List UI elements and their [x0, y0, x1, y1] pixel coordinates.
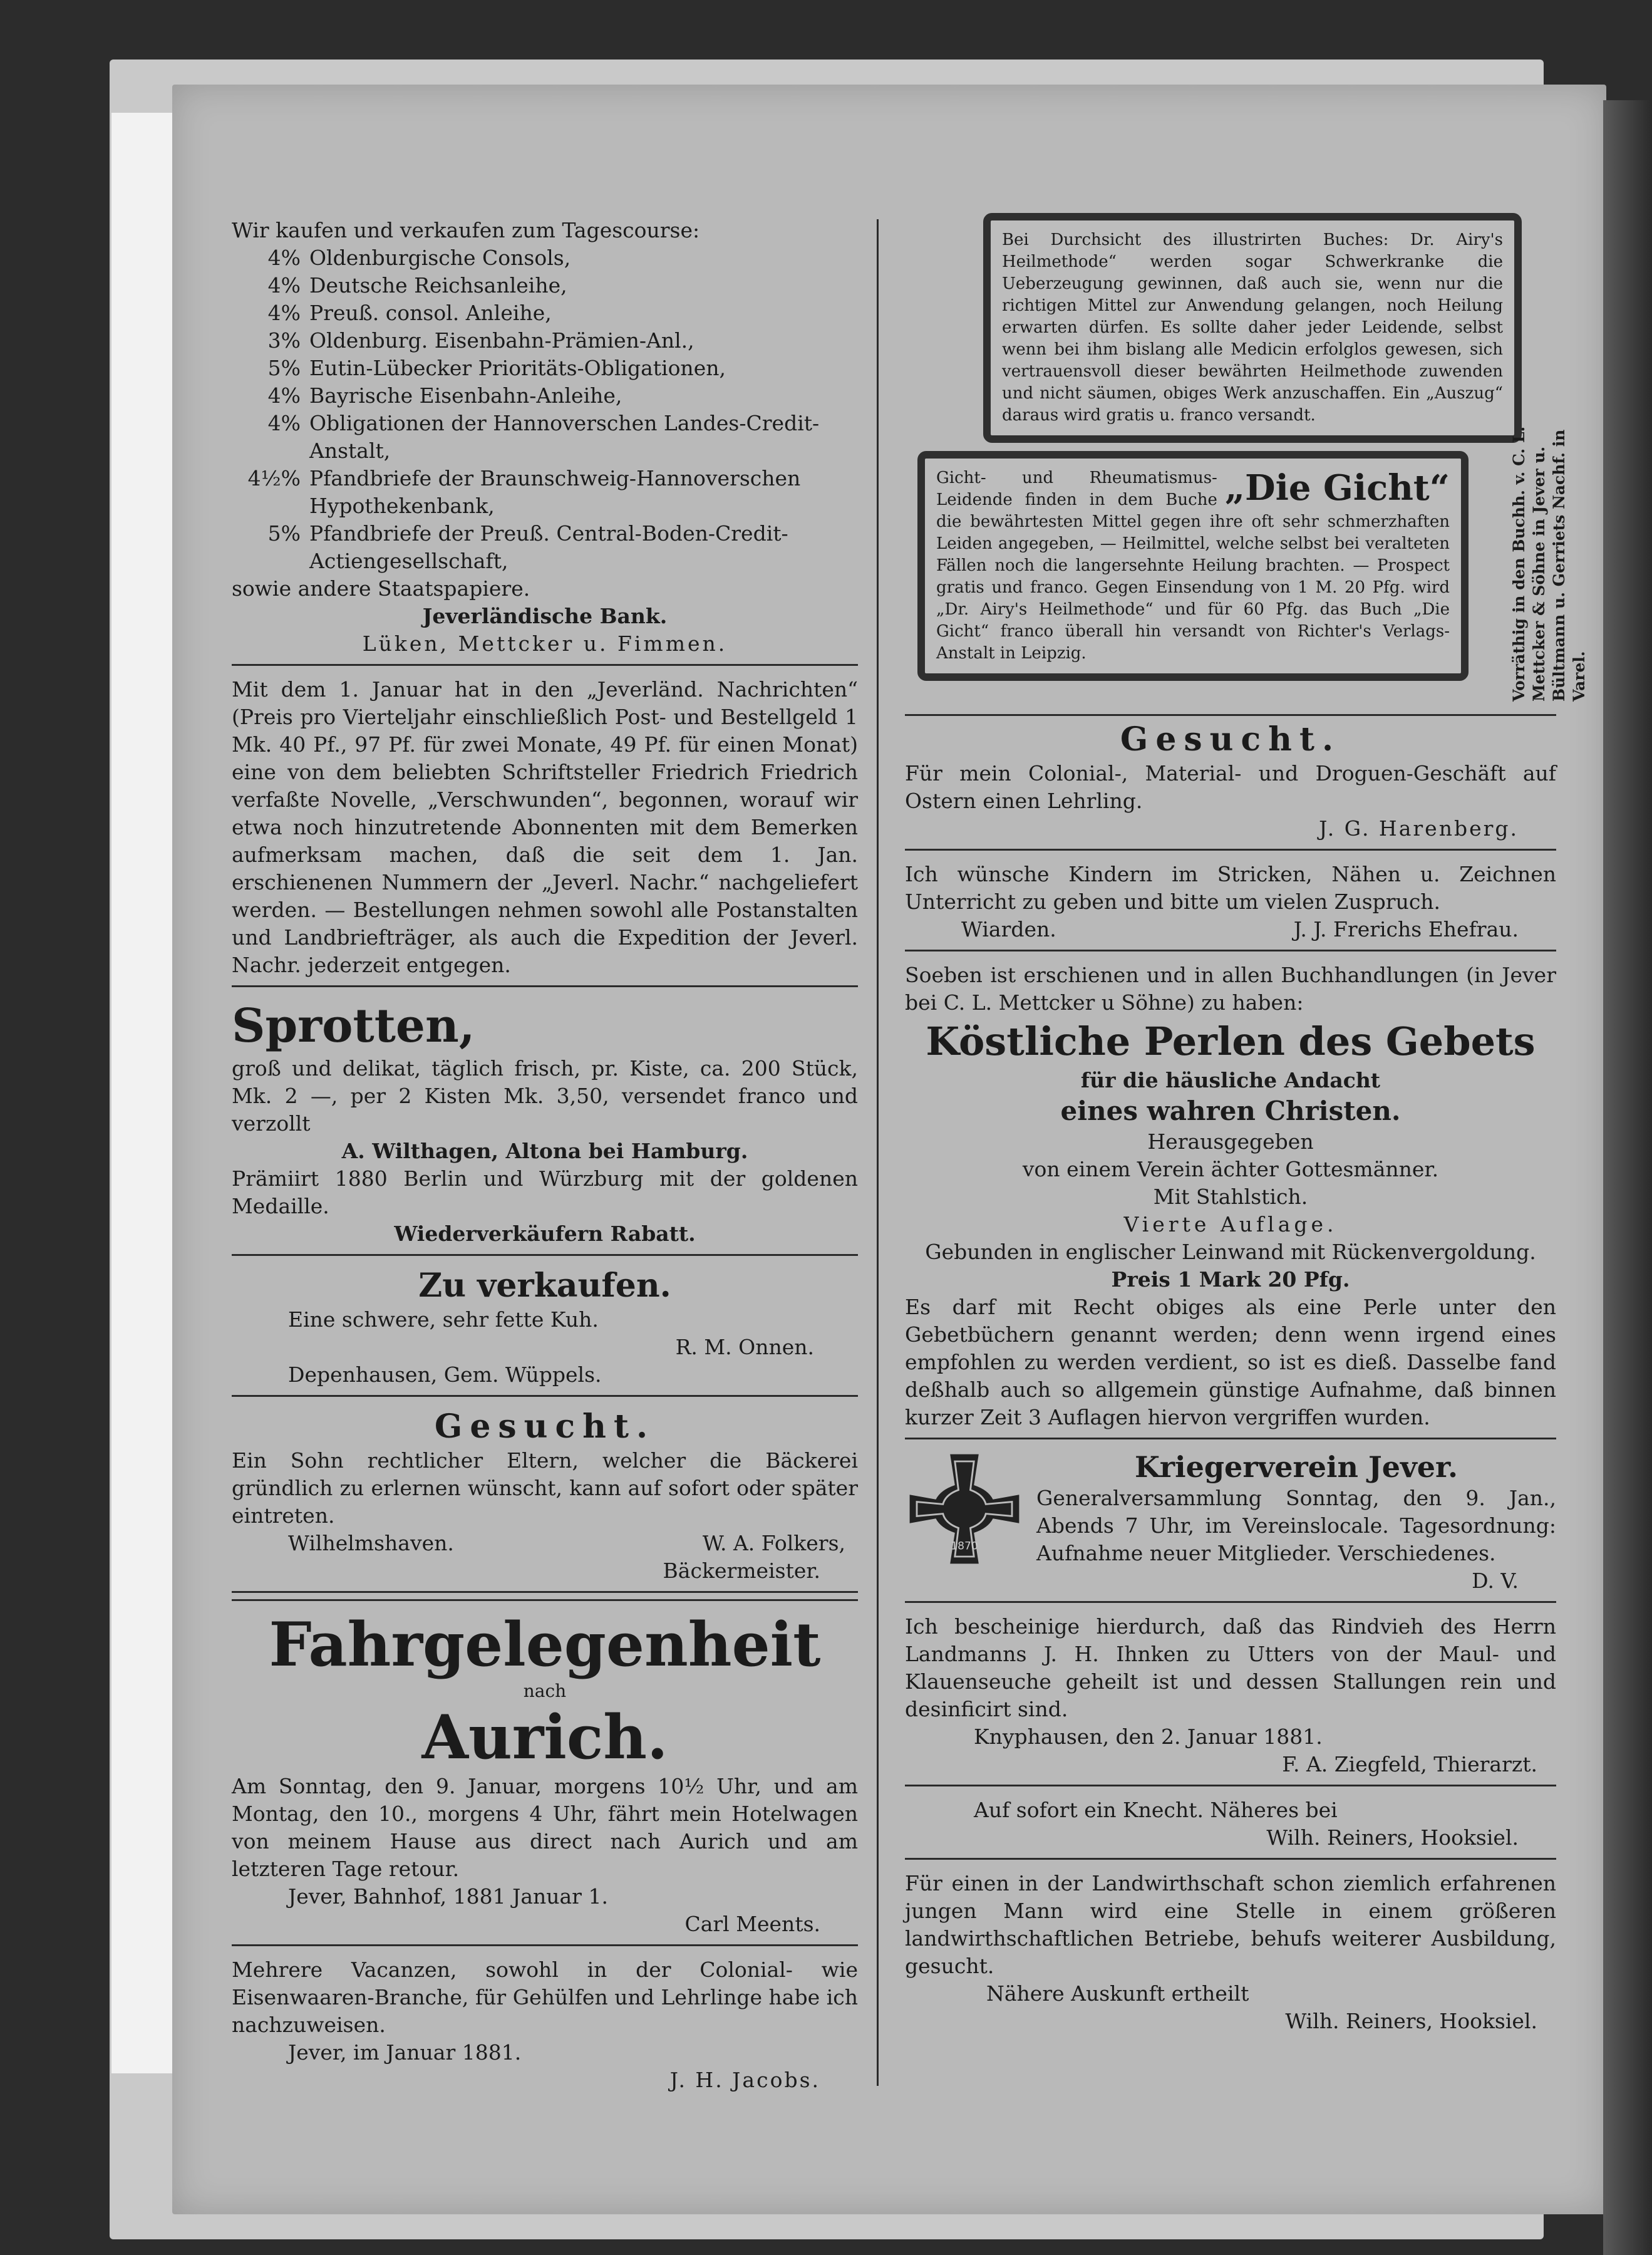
rate-row — [232, 520, 858, 575]
rindvieh-signer: F. A. Ziegfeld, Thierarzt. — [1282, 1752, 1537, 1776]
unterricht-text: Ich wünsche Kindern im Stricken, Nähen u. Zeichnen Unterricht zu geben und bitte um vielen Zuspruch. — [905, 862, 1556, 914]
landwirtschaft-text: Für einen in der Landwirthschaft schon ziemlich erfahrenen jungen Mann wird eine Stelle in einem größeren landwirthschaftlichen Betriebe, behufs weiterer Ausbildung, gesucht. — [905, 1871, 1556, 1978]
rate-percent: 4% — [267, 411, 301, 435]
perlen-text: Es darf mit Recht obiges als eine Perle unter den Gebetbüchern genannt werden; denn wenn irgend eines empfohlen zu werden verdient, so ist es dieß. Dasselbe fand deßhalb auch so allgemein günstige Aufnahme, daß binnen kurzer Zeit 3 Auflagen hiervon vergriffen wurden. — [905, 1295, 1556, 1429]
gicht-box-text: Gicht- und Rheumatismus-Leidende finden in dem Buche die bewährtesten Mittel gegen ihre oft sehr schmerzhaften Leiden angegeben, — Heilmittel, welche selbst bei veralteten Fällen noch die langersehnte Heilung brachten. — Prospect gratis und franco. Gegen Einsendung von 1 M. 20 Pfg. wird „Dr. Airy's Heilmethode“ und für 60 Pfg. das Buch „Die Gicht“ franco überall hin versandt von Richter's Verlags-Anstalt in Leipzig. — [936, 469, 1450, 663]
perlen-stahl: Mit Stahlstich. — [1153, 1185, 1308, 1209]
rindvieh-text: Ich bescheinige hierdurch, daß das Rindvieh des Herrn Landmanns J. H. Ihnken zu Utters von der Maul- und Klauenseuche geheilt ist und dessen Stallungen rein und desinficirt sind. — [905, 1614, 1556, 1721]
knecht-signer: Wilh. Reiners, Hooksiel. — [1266, 1825, 1519, 1850]
left-column — [232, 213, 858, 2107]
fahrgelegenheit-title: Fahrgelegenheit — [269, 1609, 821, 1680]
perlen-sub2: eines wahren Christen. — [1060, 1096, 1401, 1126]
gesucht-baecker-text: Ein Sohn rechtlicher Eltern, welcher die Bäckerei gründlich zu erlernen wünscht, kann auf sofort oder später eintreten. — [232, 1448, 858, 1528]
kriegerverein-text: Generalversammlung Sonntag, den 9. Jan., Abends 7 Uhr, im Vereinslocale. Tagesordnung: Aufnahme neuer Mitglieder. Verschiedenes. — [1036, 1486, 1556, 1565]
perlen-editor1: Herausgegeben — [1147, 1129, 1314, 1154]
perlen-binding: Gebunden in englischer Leinwand mit Rückenvergoldung. — [925, 1240, 1536, 1264]
unterricht-ad — [905, 857, 1556, 951]
fahrgelegenheit-dest: Aurich. — [421, 1702, 668, 1773]
rate-row — [232, 299, 858, 327]
iron-cross-icon — [905, 1449, 1024, 1568]
verkaufen-ad — [232, 1262, 858, 1397]
rate-row — [232, 272, 858, 299]
rate-percent: 4% — [267, 246, 301, 270]
rindvieh-ad — [905, 1609, 1556, 1786]
rate-name: Obligationen der Hannoverschen Landes-Credit-Anstalt, — [309, 411, 820, 463]
verkaufen-place: Depenhausen, Gem. Wüppels. — [288, 1362, 602, 1387]
bank-signers: Lüken, Mettcker u. Fimmen. — [362, 631, 728, 656]
rate-name: Pfandbriefe der Preuß. Central-Boden-Credit-Actiengesellschaft, — [309, 521, 788, 573]
kriegerverein-signer: D. V. — [1472, 1568, 1519, 1593]
rate-row — [232, 244, 858, 272]
underlying-sheet — [111, 113, 180, 2073]
unterricht-signer: J. J. Frerichs Ehefrau. — [1293, 917, 1519, 941]
rate-percent: 3% — [267, 328, 301, 353]
gesucht-baecker-ad — [232, 1403, 858, 1593]
sprotten-rabatt: Wiederverkäufern Rabatt. — [394, 1221, 696, 1246]
gicht-advert — [905, 213, 1588, 714]
rate-percent: 4% — [267, 383, 301, 408]
novel-notice-text: Mit dem 1. Januar hat in den „Jeverländ. Nachrichten“ (Preis pro Vierteljahr einschließlich Post- und Bestellgeld 1 Mk. 40 Pf., 97 Pf. für zwei Monate, 49 Pf. für einen Monat) eine von dem beliebten Schriftsteller Friedrich Friedrich verfaßte Novelle, „Verschwunden“, begonnen, worauf wir etwa noch hinzutretende Abonnenten mit dem Bemerken aufmerksam machen, daß die seit dem 1. Jan. erschienenen Nummern der „Jeverl. Nachr.“ nachgeliefert werden. — Bestellungen nehmen sowohl alle Postanstalten und Landbriefträger, als auch die Expedition der Jeverl. Nachr. jederzeit entgegen. — [232, 677, 858, 977]
gesucht-lehrling-title: Gesucht. — [1120, 720, 1341, 759]
right-column — [905, 213, 1588, 2048]
landwirtschaft-info: Nähere Auskunft ertheilt — [986, 1981, 1249, 2006]
rate-row — [232, 355, 858, 382]
vacanzen-place-date: Jever, im Januar 1881. — [288, 2040, 522, 2065]
rate-row — [232, 327, 858, 355]
gesucht-baecker-signer: W. A. Folkers, — [702, 1531, 845, 1555]
knecht-ad — [905, 1793, 1556, 1860]
novel-notice — [232, 672, 858, 987]
sprotten-ad — [232, 993, 858, 1256]
airy-box-text: Bei Durchsicht des illustrirten Buches: Dr. Airy's Heilmethode“ werden sogar Schwerkranke die Ueberzeugung gewinnen, daß auch sie, wenn nur die richtigen Mittel zur Anwendung gelangen, noch Heilung erwarten dürfen. Es sollte daher jeder Leidende, selbst wenn bei ihm bislang alle Medicin erfolglos gewesen, sich vertrauensvoll dieser bewährten Heilmethode zuwenden und nicht säumen, obiges Werk anzuschaffen. Ein „Auszug“ daraus wird gratis u. franco versandt. — [1002, 231, 1503, 425]
rate-percent: 4% — [267, 301, 301, 325]
rate-name: Preuß. consol. Anleihe, — [309, 301, 552, 325]
gesucht-lehrling-text: Für mein Colonial-, Material- und Droguen-Geschäft auf Ostern einen Lehrling. — [905, 761, 1556, 813]
rate-name: Eutin-Lübecker Prioritäts-Obligationen, — [309, 356, 726, 380]
fahrgelegenheit-signer: Carl Meents. — [684, 1912, 820, 1936]
rate-name: Deutsche Reichsanleihe, — [309, 273, 567, 298]
rate-percent: 5% — [267, 521, 301, 546]
kriegerverein-title: Kriegerverein Jever. — [1134, 1450, 1458, 1484]
airy-book-box — [983, 213, 1522, 443]
rate-row — [232, 410, 858, 465]
bookshop-vertical-note: Vorräthig in den Buchh. v. C. L. Mettcker & Söhne in Jever u. Bültmann u. Gerriets Nachf. in Varel. — [1510, 426, 1588, 702]
gicht-title: „Die Gicht“ — [1224, 467, 1450, 509]
rate-name: Pfandbriefe der Braunschweig-Hannoverschen Hypothekenbank, — [309, 466, 801, 518]
rate-percent: 4½% — [247, 466, 301, 490]
perlen-editor2: von einem Verein ächter Gottesmänner. — [1022, 1157, 1439, 1181]
kriegerverein-ad — [905, 1446, 1556, 1603]
perlen-title: Köstliche Perlen des Gebets — [926, 1019, 1536, 1064]
rate-row — [232, 382, 858, 410]
bank-ad-outro: sowie andere Staatspapiere. — [232, 576, 530, 601]
rindvieh-place-date: Knyphausen, den 2. Januar 1881. — [974, 1724, 1323, 1749]
verkaufen-text: Eine schwere, sehr fette Kuh. — [288, 1307, 599, 1332]
gesucht-baecker-place: Wilhelmshaven. — [288, 1531, 454, 1555]
rate-percent: 5% — [267, 356, 301, 380]
gesucht-baecker-title: Gesucht. — [434, 1407, 656, 1446]
sprotten-title: Sprotten, — [232, 999, 475, 1053]
vacanzen-text: Mehrere Vacanzen, sowohl in der Colonial- wie Eisenwaaren-Branche, für Gehülfen und Lehrlinge habe ich nachzuweisen. — [232, 1957, 858, 2037]
rate-name: Oldenburg. Eisenbahn-Prämien-Anl., — [309, 328, 694, 353]
cross-year: 1870 — [951, 1540, 978, 1553]
bank-ad-intro: Wir kaufen und verkaufen zum Tagescourse: — [232, 218, 700, 242]
page-edge-shadow — [1603, 100, 1652, 2255]
perlen-sub1: für die häusliche Andacht — [1080, 1068, 1381, 1092]
gicht-book-box — [917, 451, 1469, 681]
rates-list — [232, 244, 858, 575]
verkaufen-title: Zu verkaufen. — [418, 1267, 671, 1305]
fahrgelegenheit-sub: nach — [523, 1681, 567, 1701]
perlen-intro: Soeben ist erschienen und in allen Buchhandlungen (in Jever bei C. L. Mettcker u Söhne) zu haben: — [905, 963, 1556, 1015]
bank-name: Jeverländische Bank. — [422, 604, 668, 628]
rate-name: Bayrische Eisenbahn-Anleihe, — [309, 383, 622, 408]
unterricht-place: Wiarden. — [961, 917, 1056, 941]
gesucht-lehrling-signer: J. G. Harenberg. — [1319, 816, 1519, 841]
fahrgelegenheit-place-date: Jever, Bahnhof, 1881 Januar 1. — [288, 1884, 608, 1909]
sprotten-seller: A. Wilthagen, Altona bei Hamburg. — [341, 1139, 748, 1163]
vacanzen-ad — [232, 1952, 858, 2100]
rate-name: Oldenburgische Consols, — [309, 246, 571, 270]
landwirtschaft-signer: Wilh. Reiners, Hooksiel. — [1285, 2009, 1537, 2033]
gesucht-baecker-signer-title: Bäckermeister. — [663, 1558, 820, 1583]
sprotten-award: Prämiirt 1880 Berlin und Würzburg mit der goldenen Medaille. — [232, 1166, 858, 1218]
fahrgelegenheit-text: Am Sonntag, den 9. Januar, morgens 10½ Uhr, und am Montag, den 10., morgens 4 Uhr, fährt mein Hotelwagen von meinem Hause aus direct nach Aurich und am letzteren Tage retour. — [232, 1774, 858, 1881]
fahrgelegenheit-ad — [232, 1599, 858, 1946]
perlen-price: Preis 1 Mark 20 Pfg. — [1111, 1267, 1350, 1292]
perlen-auflage: Vierte Auflage. — [1123, 1212, 1338, 1236]
knecht-text: Auf sofort ein Knecht. Näheres bei — [974, 1798, 1338, 1822]
gesucht-lehrling-ad — [905, 714, 1556, 851]
rate-row — [232, 465, 858, 520]
vacanzen-signer: J. H. Jacobs. — [669, 2068, 820, 2092]
verkaufen-seller: R. M. Onnen. — [675, 1335, 814, 1359]
column-rule — [877, 219, 879, 2086]
rate-percent: 4% — [267, 273, 301, 298]
landwirtschaft-ad — [905, 1866, 1556, 2041]
perlen-ad — [905, 958, 1556, 1439]
sprotten-text: groß und delikat, täglich frisch, pr. Kiste, ca. 200 Stück, Mk. 2 —, per 2 Kisten Mk. 3,50, versendet franco und verzollt — [232, 1056, 858, 1136]
bank-ad — [232, 213, 858, 666]
